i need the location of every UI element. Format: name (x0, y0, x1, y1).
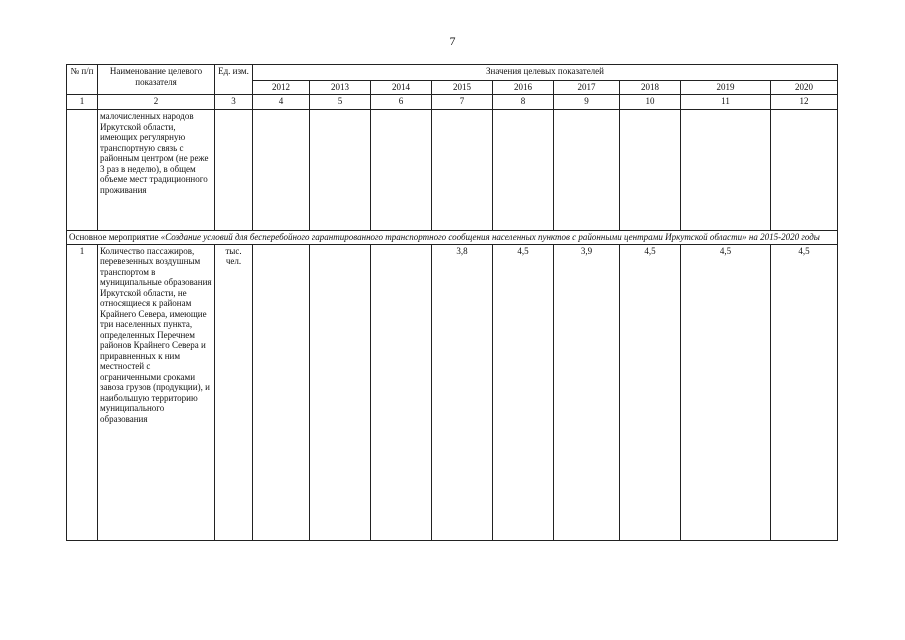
value-2013 (310, 244, 371, 540)
value-2018: 4,5 (620, 244, 681, 540)
year-2014: 2014 (371, 81, 432, 95)
year-2012: 2012 (253, 81, 310, 95)
year-2016: 2016 (493, 81, 554, 95)
col-number: 1 (67, 95, 98, 110)
year-2013: 2013 (310, 81, 371, 95)
header-unit: Ед. изм. (215, 65, 253, 95)
col-number: 6 (371, 95, 432, 110)
col-number: 7 (432, 95, 493, 110)
section-row (67, 231, 838, 245)
col-number: 5 (310, 95, 371, 110)
value-2012 (253, 244, 310, 540)
year-2017: 2017 (554, 81, 620, 95)
value-2015: 3,8 (432, 244, 493, 540)
year-2018: 2018 (620, 81, 681, 95)
page-number: 7 (449, 34, 456, 48)
section-title: «Создание условий для бесперебойного гарантированного транспортного сообщения населенных пунктов с районными центрами Иркутской области» на 2015-2020 годы (160, 232, 820, 242)
header-no: № п/п (67, 65, 98, 95)
indicator-name-continued: малочисленных народов Иркутской области, имеющих регулярную транспортную связь с районным центром (не реже 3 раз в неделю), в общем объеме мест традиционного проживания (98, 110, 215, 231)
col-number: 10 (620, 95, 681, 110)
col-number: 12 (771, 95, 838, 110)
column-numbers-row (67, 95, 838, 110)
col-number: 3 (215, 95, 253, 110)
value-2020: 4,5 (771, 244, 838, 540)
header-row-1 (67, 65, 838, 81)
year-2015: 2015 (432, 81, 493, 95)
col-number: 4 (253, 95, 310, 110)
table-row-continued (67, 110, 838, 231)
row-number: 1 (67, 244, 98, 540)
year-2019: 2019 (681, 81, 771, 95)
header-indicator-name: Наименование целевого показателя (98, 65, 215, 95)
col-number: 8 (493, 95, 554, 110)
col-number: 9 (554, 95, 620, 110)
value-2017: 3,9 (554, 244, 620, 540)
col-number: 11 (681, 95, 771, 110)
target-indicators-table (66, 64, 838, 541)
section-prefix: Основное мероприятие (69, 232, 161, 242)
value-2016: 4,5 (493, 244, 554, 540)
unit-cell: тыс. чел. (215, 244, 253, 540)
value-2019: 4,5 (681, 244, 771, 540)
indicator-name: Количество пассажиров, перевезенных воздушным транспортом в муниципальные образования Иркутской области, не относящиеся к районам Крайнего Севера, имеющие три населенных пункта, определенных Перечнем районов Крайнего Севера и приравненных к ним местностей с ограниченными сроками завоза грузов (продукции), и наибольшую территорию муниципального образования (98, 244, 215, 540)
value-2014 (371, 244, 432, 540)
year-2020: 2020 (771, 81, 838, 95)
header-values-group: Значения целевых показателей (253, 65, 838, 81)
col-number: 2 (98, 95, 215, 110)
table-row (67, 244, 838, 540)
section-heading (67, 231, 838, 245)
